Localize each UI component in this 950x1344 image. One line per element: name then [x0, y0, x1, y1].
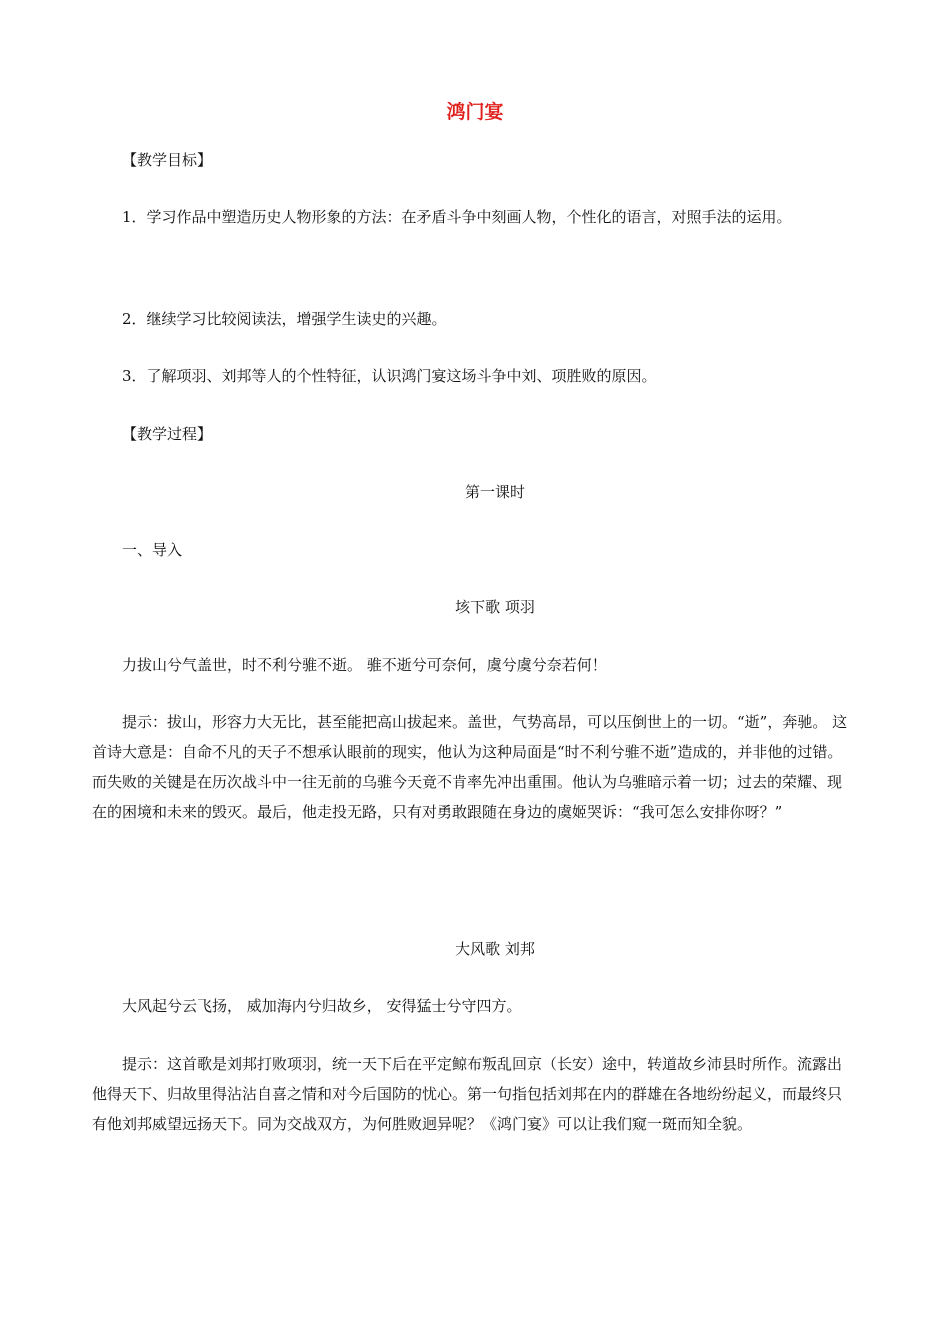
objective-item-1: 1．学习作品中塑造历史人物形象的方法：在矛盾斗争中刻画人物，个性化的语言，对照手法的运用。 — [122, 208, 792, 226]
process-heading: 【教学过程】 — [122, 425, 213, 443]
poem1-title: 垓下歌 项羽 — [455, 598, 535, 616]
section-intro-heading: 一、导入 — [122, 541, 183, 559]
poem2-title: 大风歌 刘邦 — [455, 940, 535, 958]
poem1-hint: 提示：拔山，形容力大无比，甚至能把高山拔起来。盖世，气势高昂，可以压倒世上的一切。“逝”，奔驰。 这首诗大意是：自命不凡的天子不想承认眼前的现实，他认为这种局面是“时不利兮骓不逝”造成的，并非他的过错。而失败的关键是在历次战斗中一往无前的乌骓今天竟不肯率先冲出重围。他认为乌骓暗示着一切；过去的荣耀、现在的困境和未来的毁灭。最后，他走投无路，只有对勇敢跟随在身边的虞姬哭诉：“我可怎么安排你呀？” — [92, 713, 848, 821]
objective-item-3: 3．了解项羽、刘邦等人的个性特征，认识鸿门宴这场斗争中刘、项胜败的原因。 — [122, 367, 657, 385]
objective-item-2: 2．继续学习比较阅读法，增强学生读史的兴趣。 — [122, 310, 447, 328]
objectives-heading: 【教学目标】 — [122, 151, 213, 169]
document-title: 鸿门宴 — [446, 101, 504, 123]
lesson-label: 第一课时 — [464, 483, 525, 501]
poem2-text: 大风起兮云飞扬， 威加海内兮归故乡， 安得猛士兮守四方。 — [122, 997, 522, 1015]
poem2-hint: 提示：这首歌是刘邦打败项羽，统一天下后在平定鲸布叛乱回京（长安）途中，转道故乡沛县时所作。流露出他得天下、归故里得沾沾自喜之情和对今后国防的忧心。第一句指包括刘邦在内的群雄在各地纷纷起义，而最终只有他刘邦威望远扬天下。同为交战双方，为何胜败迥异呢？《鸿门宴》可以让我们窥一斑而知全貌。 — [92, 1055, 843, 1133]
poem1-text: 力拔山兮气盖世，时不利兮骓不逝。 骓不逝兮可奈何，虞兮虞兮奈若何！ — [122, 656, 607, 674]
